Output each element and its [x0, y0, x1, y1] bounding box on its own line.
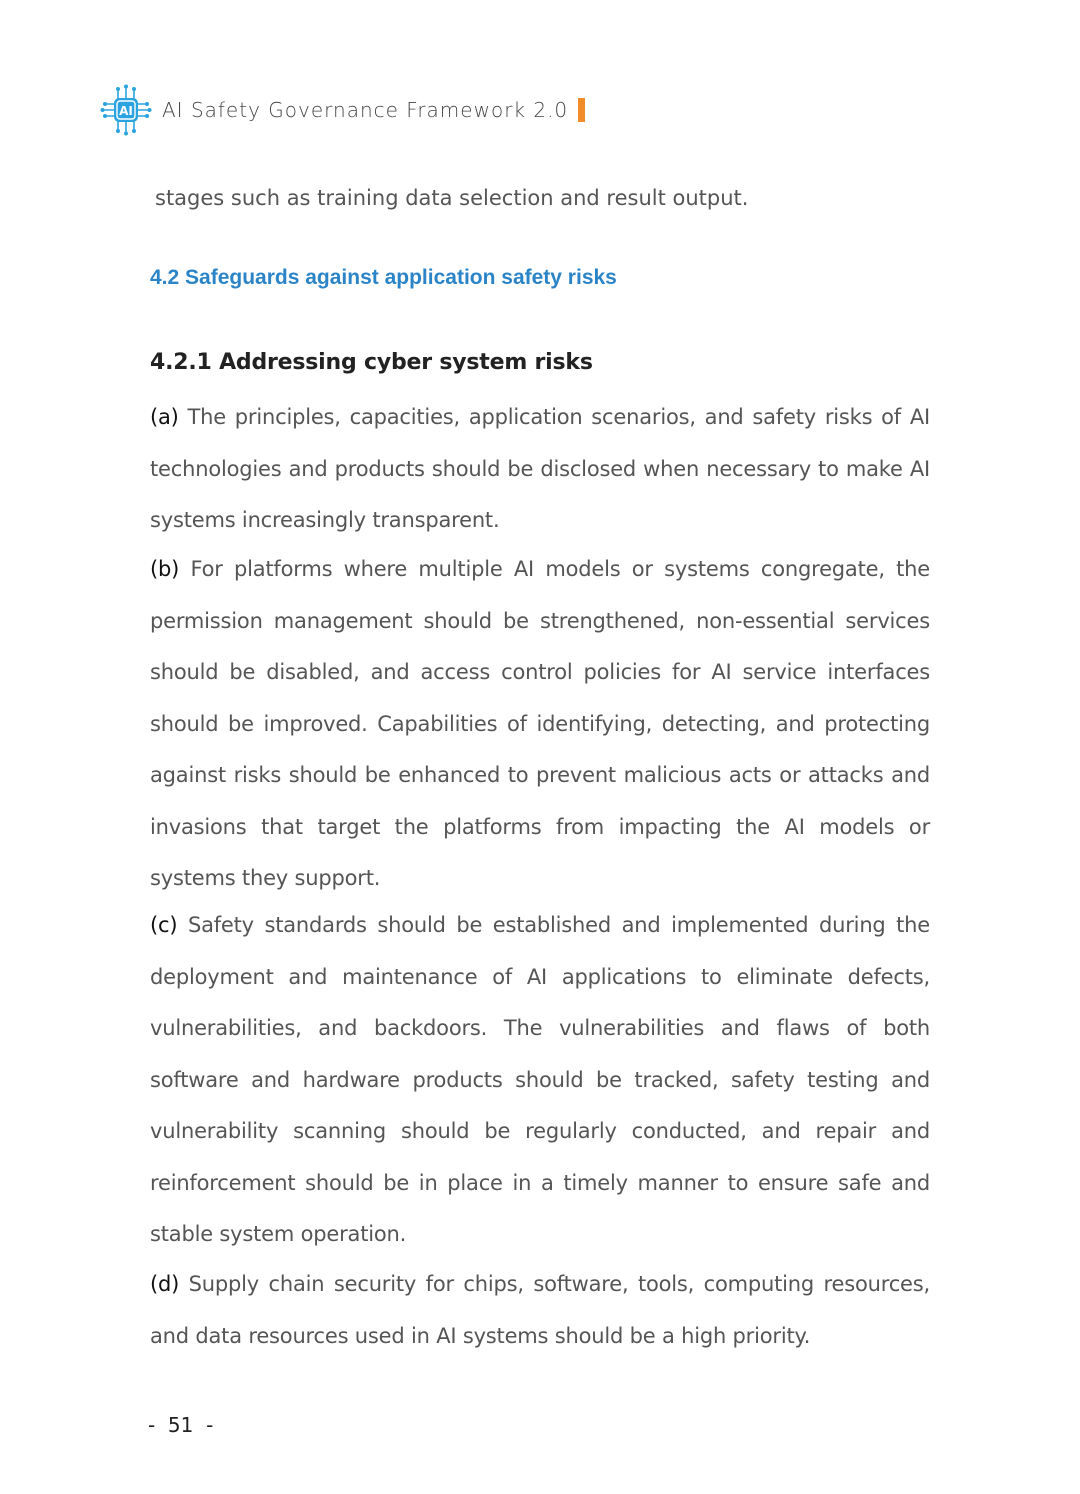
section-heading: 4.2 Safeguards against application safety risks — [150, 266, 617, 289]
paragraph-label: (b) — [150, 557, 180, 581]
paragraph-text: Supply chain security for chips, software, tools, computing resources, and data resources used in AI systems should be a high priority. — [150, 1272, 930, 1348]
paragraph-d — [150, 1259, 930, 1362]
paragraph-c — [150, 900, 930, 1261]
subsection-heading: 4.2.1 Addressing cyber system risks — [150, 350, 593, 375]
ai-chip-logo-icon — [100, 84, 152, 136]
page-number: - 51 - — [148, 1413, 214, 1437]
document-title: AI Safety Governance Framework 2.0 — [162, 98, 569, 122]
paragraph-a — [150, 392, 930, 547]
paragraph-label: (c) — [150, 913, 178, 937]
continuation-text: stages such as training data selection and result output. — [155, 186, 749, 210]
paragraph-text: For platforms where multiple AI models or systems congregate, the permission management should be strengthened, non-essential services should be disabled, and access control policies for AI service interfaces should be improved. Capabilities of identifying, detecting, and protecting against risks should be enhanced to prevent malicious acts or attacks and invasions that target the platforms from impacting the AI models or systems they support. — [150, 557, 930, 890]
paragraph-text: Safety standards should be established and implemented during the deployment and maintenance of AI applications to eliminate defects, vulnerabilities, and backdoors. The vulnerabilities and flaws of both software and hardware products should be tracked, safety testing and vulnerability scanning should be regularly conducted, and repair and reinforcement should be in place in a timely manner to ensure safe and stable system operation. — [150, 913, 930, 1246]
paragraph-text: The principles, capacities, application scenarios, and safety risks of AI technologies and products should be disclosed when necessary to make AI systems increasingly transparent. — [150, 405, 930, 532]
paragraph-b — [150, 544, 930, 905]
header-accent-bar — [578, 98, 585, 122]
paragraph-label: (a) — [150, 405, 179, 429]
page-header — [100, 82, 585, 138]
paragraph-label: (d) — [150, 1272, 180, 1296]
logo-text: AI — [119, 104, 133, 118]
